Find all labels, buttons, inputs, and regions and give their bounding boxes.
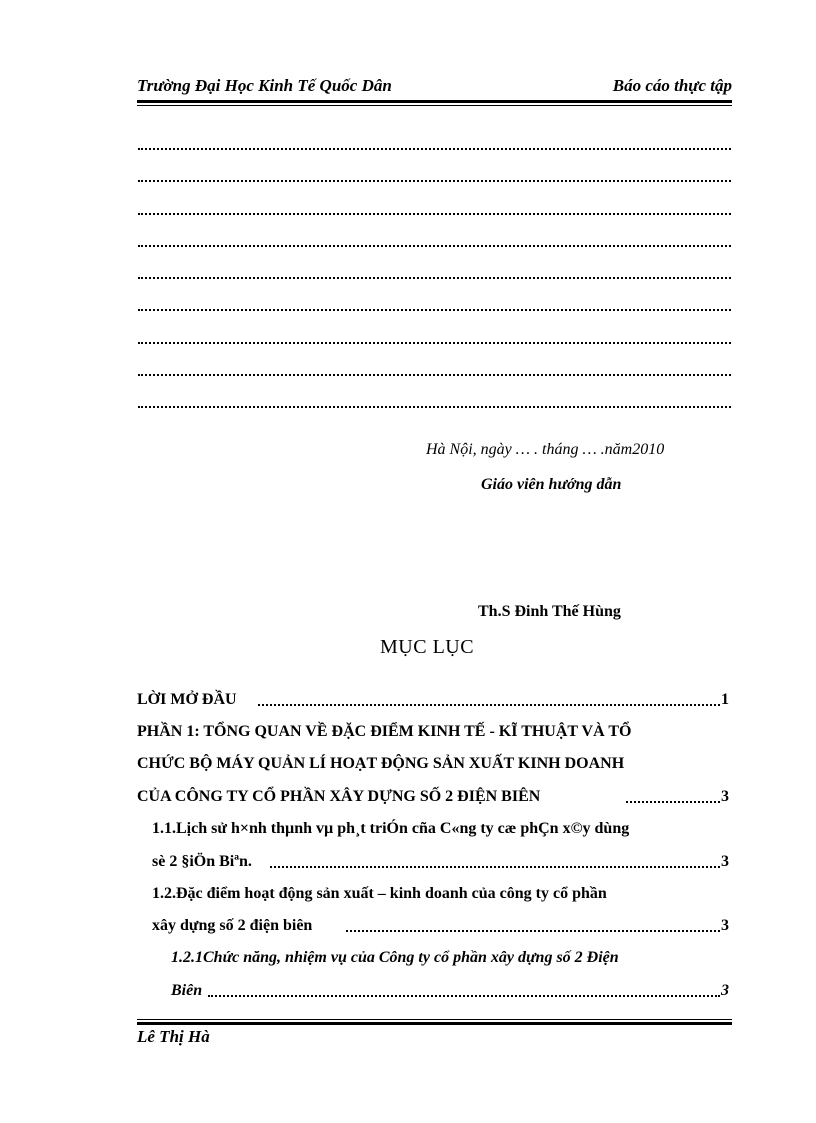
toc-page-number: 3 [721, 917, 729, 934]
comment-line [138, 390, 731, 422]
comment-line [138, 132, 731, 164]
toc-page-number: 3 [721, 982, 729, 999]
toc-page-number: 3 [721, 788, 729, 805]
toc-entry-1-2-1-line1[interactable]: 1.2.1Chức năng, nhiệm vụ của Công ty cổ phần xây dựng số 2 Điện [171, 949, 619, 966]
footer-rule-thick [137, 1022, 732, 1025]
toc-title: MỤC LỤC [380, 636, 475, 658]
toc-entry-1-1-line2[interactable]: sè 2 §iÖn Biªn. [152, 853, 252, 870]
comment-line [138, 229, 731, 261]
toc-entry-1-1-line1[interactable]: 1.1.Lịch sử h×nh thµnh vµ ph¸t triÓn cña C«ng ty cæ phÇn x©y dùng [152, 820, 630, 837]
teacher-name: Th.S Đinh Thế Hùng [478, 603, 621, 620]
header-report-type: Báo cáo thực tập [612, 76, 732, 95]
footer-rule-thin [137, 1019, 732, 1020]
toc-entry-part1-line1[interactable]: PHẦN 1: TỔNG QUAN VỀ ĐẶC ĐIỂM KINH TẾ - KĨ THUẬT VÀ TỔ [137, 723, 632, 740]
toc-leader [208, 979, 720, 1003]
toc-page-number: 3 [721, 853, 729, 870]
comment-line [138, 197, 731, 229]
toc-page-number: 1 [721, 691, 729, 708]
toc-leader [270, 850, 720, 874]
comment-line [138, 326, 731, 358]
toc-entry-part1-line3[interactable]: CỦA CÔNG TY CỔ PHẦN XÂY DỰNG SỐ 2 ĐIỆN BIÊN [137, 788, 541, 805]
teacher-label: Giáo viên hướng dẫn [481, 476, 622, 493]
date-line: Hà Nội, ngày … . tháng … .năm2010 [426, 441, 665, 458]
toc-entry-1-2-line2[interactable]: xây dựng số 2 điện biên [152, 917, 313, 934]
comment-line [138, 358, 731, 390]
footer-author: Lê Thị Hà [137, 1027, 210, 1046]
toc-leader [346, 914, 720, 938]
comment-line [138, 261, 731, 293]
toc-leader [626, 785, 720, 809]
header-rule-thin [137, 105, 732, 106]
toc-entry-1-2-line1[interactable]: 1.2.Đặc điểm hoạt động sản xuất – kinh doanh của công ty cổ phần [152, 885, 607, 902]
toc-leader [258, 688, 720, 712]
header-school-name: Trường Đại Học Kinh Tế Quốc Dân [137, 76, 392, 95]
toc-entry-part1-line2[interactable]: CHỨC BỘ MÁY QUẢN LÍ HOẠT ĐỘNG SẢN XUẤT KINH DOANH [137, 755, 625, 772]
comment-lines [138, 132, 731, 423]
comment-line [138, 164, 731, 196]
header-rule-thick [137, 100, 732, 103]
toc-entry-1-2-1-line2[interactable]: Biên [171, 982, 203, 999]
page-header [137, 76, 732, 98]
comment-line [138, 293, 731, 325]
toc-entry-intro-text[interactable]: LỜI MỞ ĐẦU [137, 691, 237, 708]
